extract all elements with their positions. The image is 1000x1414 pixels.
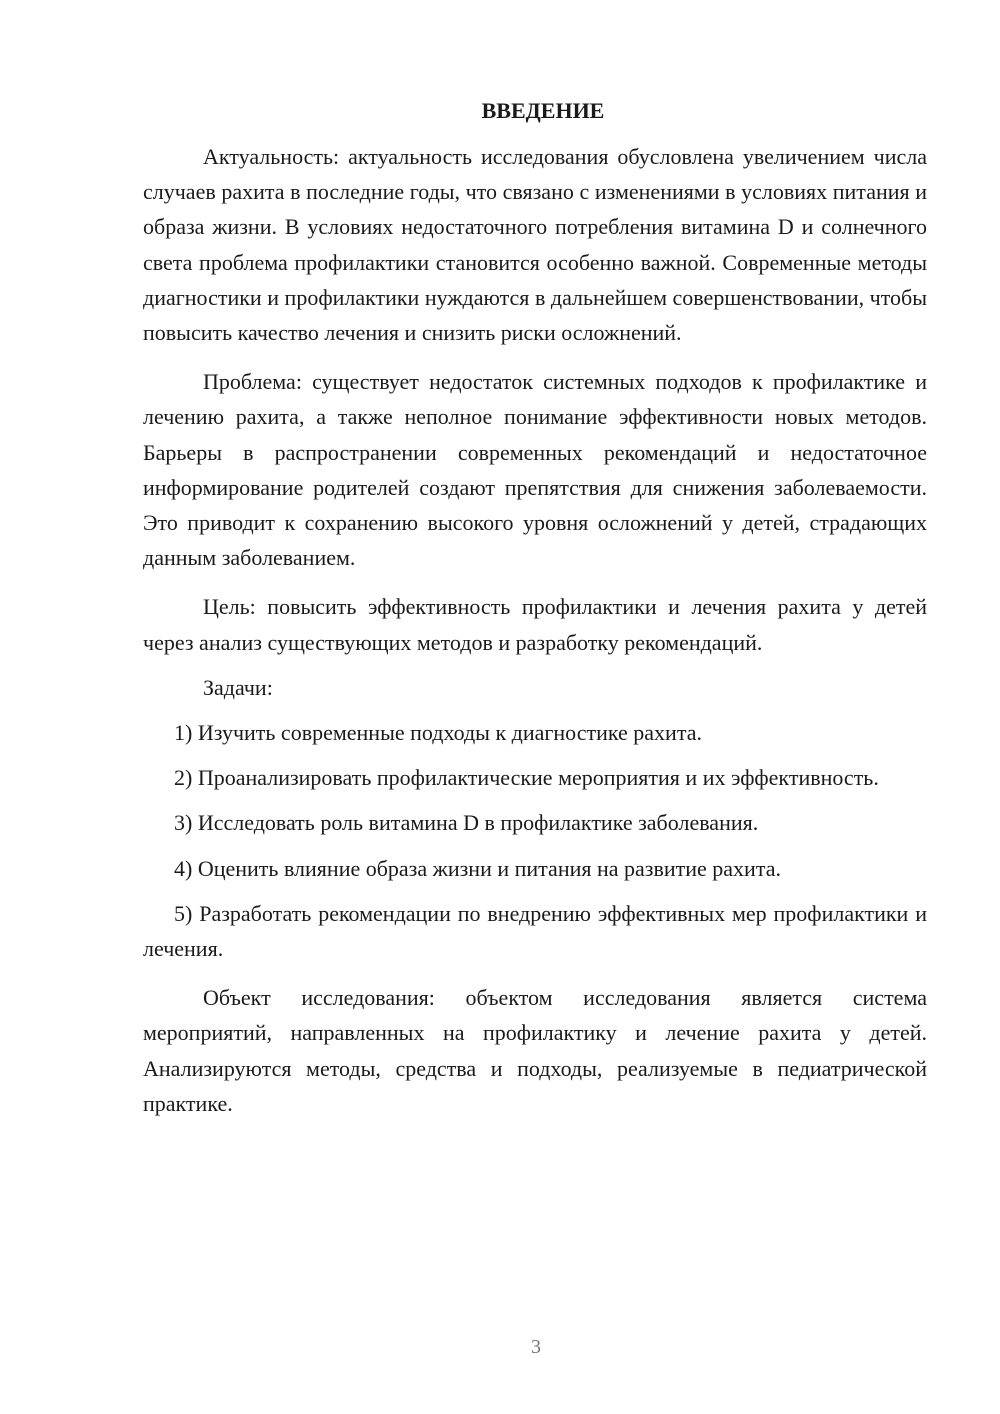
paragraph-relevance: Актуальность: актуальность исследования обусловлена увеличением числа случаев рахита в последние годы, что связано с изменениями в условиях питания и образа жизни. В условиях недостаточного потребления витамина D и солнечного света проблема профилактики становится особенно важной. Современные методы диагностики и профилактики нуждаются в дальнейшем совершенствовании, чтобы повысить качество лечения и снизить риски осложнений. — [143, 144, 927, 346]
task-item: 5) Разработать рекомендации по внедрению эффективных мер профилактики и лечения. — [143, 900, 927, 962]
paragraph-problem: Проблема: существует недостаток системных подходов к профилактике и лечению рахита, а также неполное понимание эффективности новых методов. Барьеры в распространении современных рекомендаций и недостаточное информирование родителей создают препятствия для снижения заболеваемости. Это приводит к сохранению высокого уровня осложнений у детей, страдающих данным заболеванием. — [143, 369, 927, 571]
tasks-heading: Задачи: — [203, 674, 273, 700]
task-item: 3) Исследовать роль витамина D в профилактике заболевания. — [174, 810, 759, 836]
task-item: 2) Проанализировать профилактические мероприятия и их эффективность. — [174, 765, 879, 791]
task-item: 4) Оценить влияние образа жизни и питания на развитие рахита. — [174, 855, 781, 881]
paragraph-goal: Цель: повысить эффективность профилактики и лечения рахита у детей через анализ существующих методов и разработку рекомендаций. — [143, 594, 927, 655]
page-number: 3 — [531, 1336, 541, 1358]
section-title: ВВЕДЕНИЕ — [481, 98, 605, 123]
task-item: 1) Изучить современные подходы к диагностике рахита. — [174, 720, 702, 746]
paragraph-object: Объект исследования: объектом исследования является система мероприятий, направленных на профилактику и лечение рахита у детей. Анализируются методы, средства и подходы, реализуемые в педиатрической практике. — [143, 985, 927, 1116]
page-content — [143, 95, 927, 1121]
